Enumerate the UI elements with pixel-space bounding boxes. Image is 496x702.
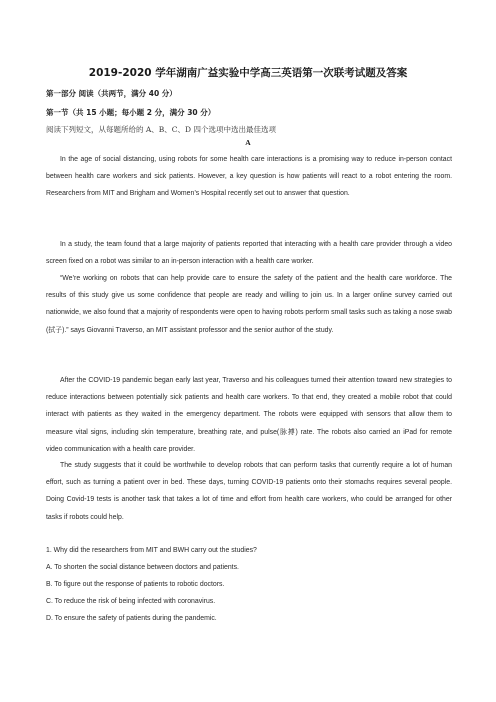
document-title: 2019-2020 学年湖南广益实验中学高三英语第一次联考试题及答案	[88, 67, 408, 79]
section-heading: 第一节（共 15 小题；每小题 2 分，满分 30 分）	[46, 108, 216, 117]
question-1: 1. Why did the researchers from MIT and BWH carry out the studies?	[46, 547, 257, 554]
paragraph-3: “We’re working on robots that can help provide care to ensure the safety of the patient and the health care workforce. The results of this study give us some confidence that people are ready and willing to join us. In a larger online survey carried out nationwide, we also found that a majority of respondents were open to having robots perform small tasks such as taking a nose swab (拭子).” says Giovanni Traverso, an MIT assistant professor and the senior author of the study.	[46, 275, 452, 334]
passage-label: A	[245, 138, 251, 147]
paragraph-4: After the COVID-19 pandemic began early last year, Traverso and his colleagues turned their attention toward new strategies to reduce interactions between potentially sick patients and health care workers. To that end, they created a mobile robot that could interact with patients as they waited in the emergency department. The robots were equipped with sensors that allow them to measure vital signs, including skin temperature, breathing rate, and pulse(脉搏) rate. The robots also carried an iPad for remote video communication with a health care provider.	[46, 377, 452, 453]
paragraph-2: In a study, the team found that a large majority of patients reported that interacting with a health care provider through a video screen fixed on a robot was similar to an in-person interaction with a health care worker.	[46, 241, 452, 266]
option-c: C. To reduce the risk of being infected with coronavirus.	[46, 598, 216, 605]
reading-instruction: 阅读下列短文，从每题所给的 A、B、C、D 四个选项中选出最佳选项	[46, 125, 276, 134]
option-d: D. To ensure the safety of patients during the pandemic.	[46, 615, 217, 622]
option-b: B. To figure out the response of patients to robotic doctors.	[46, 581, 225, 588]
option-a: A. To shorten the social distance between doctors and patients.	[46, 564, 239, 571]
part-heading: 第一部分 阅读（共两节，满分 40 分）	[46, 89, 177, 98]
paragraph-1: In the age of social distancing, using robots for some health care interactions is a promising way to reduce in-person contact between health care workers and sick patients. However, a key question is how patients will react to a robot entering the room. Researchers from MIT and Brigham and Women’s Hospital recently set out to answer that question.	[46, 156, 452, 198]
paragraph-5: The study suggests that it could be worthwhile to develop robots that can perform tasks that currently require a lot of human effort, such as turning a patient over in bed. These days, turning COVID-19 patients onto their stomachs requires several people. Doing Covid-19 tests is another task that takes a lot of time and effort from health care workers, who could be arranged for other tasks if robots could help.	[46, 462, 452, 521]
